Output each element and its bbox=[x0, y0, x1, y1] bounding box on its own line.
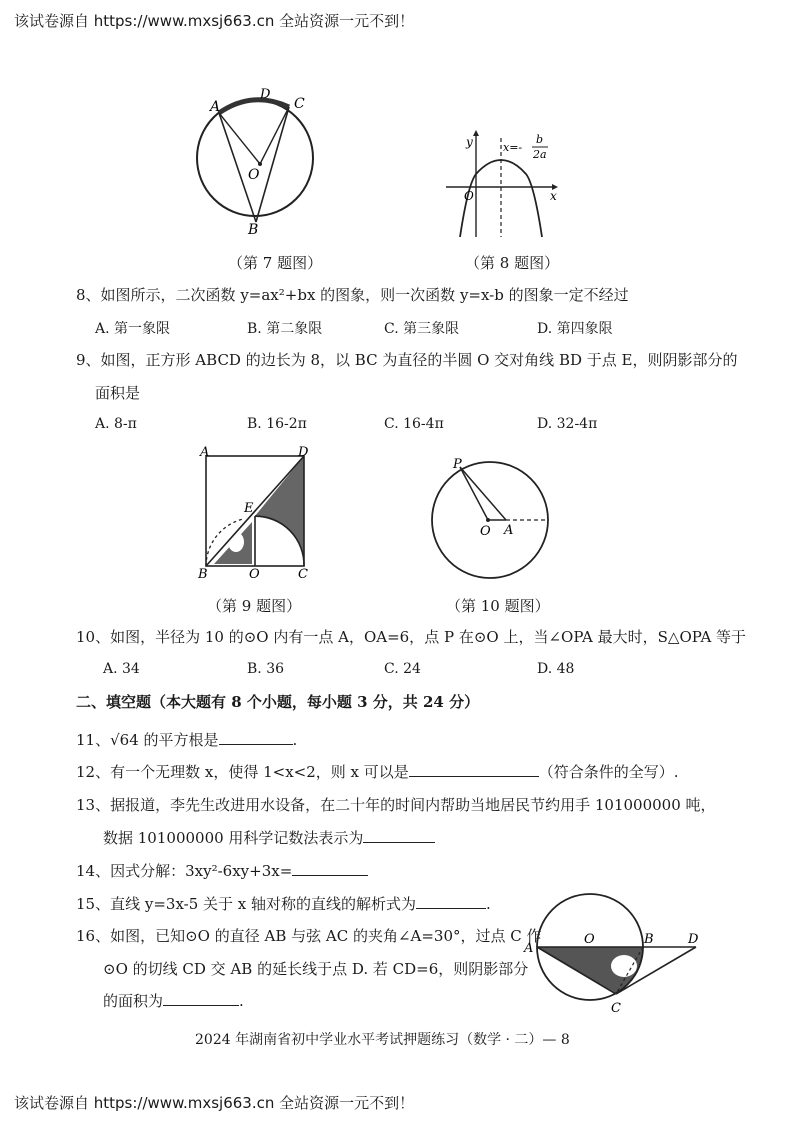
q11-text: 11、√64 的平方根是 bbox=[76, 731, 219, 749]
fig16-label-c: C bbox=[611, 1001, 621, 1016]
figure-16 bbox=[520, 890, 710, 1020]
q14-answer-blank[interactable] bbox=[292, 861, 368, 876]
question-12 bbox=[76, 762, 679, 782]
fig9-label-d: D bbox=[298, 446, 309, 460]
question-11 bbox=[76, 730, 297, 750]
q13-answer-blank[interactable] bbox=[363, 828, 435, 843]
fig9-caption: （第 9 题图） bbox=[207, 597, 302, 615]
page-footer: 2024 年湖南省初中学业水平考试押题练习（数学 · 二）— 8 bbox=[195, 1032, 570, 1048]
q16-answer-blank[interactable] bbox=[163, 991, 239, 1006]
fig7-label-b: B bbox=[248, 222, 259, 236]
q12-text: 12、有一个无理数 x，使得 1<x<2，则 x 可以是 bbox=[76, 763, 409, 781]
q14-text: 14、因式分解：3xy²-6xy+3x= bbox=[76, 862, 293, 880]
fig8-label-x: x bbox=[550, 189, 557, 203]
fig7-label-a: A bbox=[210, 99, 221, 115]
question-13-line1: 13、据报道，李先生改进用水设备，在二十年的时间内帮助当地居民节约用手 101000000 吨， bbox=[76, 796, 716, 814]
fig16-label-o: O bbox=[584, 932, 595, 947]
fig9-label-a: A bbox=[200, 446, 210, 460]
q15-answer-blank[interactable] bbox=[416, 894, 486, 909]
q10-option-b: B. 36 bbox=[247, 661, 285, 677]
source-footer: 该试卷源自 https://www.mxsj663.cn 全站资源一元不到！ bbox=[14, 1094, 415, 1112]
q8-option-a: A. 第一象限 bbox=[95, 321, 171, 337]
fig10-label-a: A bbox=[504, 523, 514, 538]
q10-option-d: D. 48 bbox=[537, 661, 575, 677]
fig16-label-d: D bbox=[688, 932, 699, 947]
question-15 bbox=[76, 894, 491, 914]
section-2-heading: 二、填空题（本大题有 8 个小题，每小题 3 分，共 24 分） bbox=[76, 693, 480, 711]
question-16-line1: 16、如图，已知⊙O 的直径 AB 与弦 AC 的夹角∠A=30°，过点 C 作 bbox=[76, 927, 542, 945]
question-14 bbox=[76, 861, 368, 881]
fig8-caption: （第 8 题图） bbox=[465, 254, 560, 272]
q9-option-c: C. 16-4π bbox=[384, 416, 444, 432]
figure-7 bbox=[190, 86, 320, 236]
figure-9 bbox=[194, 446, 324, 586]
q9-option-d: D. 32-4π bbox=[537, 416, 598, 432]
q16-end: . bbox=[239, 992, 244, 1010]
q15-end: . bbox=[486, 895, 491, 913]
fig7-caption: （第 7 题图） bbox=[228, 254, 323, 272]
q9-option-a: A. 8-π bbox=[95, 416, 137, 432]
fig9-label-e: E bbox=[244, 501, 254, 516]
fig8-label-b: b bbox=[536, 133, 544, 146]
q12-answer-blank[interactable] bbox=[409, 762, 539, 777]
fig8-label-2a: 2a bbox=[533, 148, 547, 161]
fig16-label-b: B bbox=[644, 932, 654, 947]
figure-8 bbox=[438, 124, 568, 244]
q8-option-b: B. 第二象限 bbox=[247, 321, 323, 337]
question-16-line2: ⊙O 的切线 CD 交 AB 的延长线于点 D. 若 CD=6，则阴影部分 bbox=[103, 960, 529, 978]
fig8-label-o: O bbox=[464, 189, 474, 203]
fig7-label-d: D bbox=[260, 87, 271, 102]
figure-10 bbox=[426, 454, 556, 584]
fig16-label-a: A bbox=[524, 941, 534, 956]
source-header: 该试卷源自 https://www.mxsj663.cn 全站资源一元不到！ bbox=[14, 12, 415, 30]
q8-option-c: C. 第三象限 bbox=[384, 321, 460, 337]
fig8-label-y: y bbox=[466, 135, 473, 149]
q15-text: 15、直线 y=3x-5 关于 x 轴对称的直线的解析式为 bbox=[76, 895, 417, 913]
q9-option-b: B. 16-2π bbox=[247, 416, 307, 432]
q11-answer-blank[interactable] bbox=[219, 730, 293, 745]
q8-option-d: D. 第四象限 bbox=[537, 321, 613, 337]
fig10-label-o: O bbox=[480, 524, 491, 539]
question-8: 8、如图所示，二次函数 y=ax²+bx 的图象，则一次函数 y=x-b 的图象一定不经过 bbox=[76, 286, 629, 304]
fig9-label-b: B bbox=[198, 567, 208, 582]
question-16-line3 bbox=[103, 991, 244, 1011]
fig9-label-c: C bbox=[298, 567, 308, 582]
fig10-label-p: P bbox=[453, 457, 462, 472]
fig9-label-o: O bbox=[249, 567, 260, 582]
q16-text: 的面积为 bbox=[103, 992, 164, 1010]
question-10: 10、如图，半径为 10 的⊙O 内有一点 A，OA=6，点 P 在⊙O 上，当∠OPA 最大时，S△OPA 等于 bbox=[76, 628, 747, 646]
question-9-line2: 面积是 bbox=[95, 384, 141, 402]
fig7-label-c: C bbox=[294, 96, 305, 112]
fig10-caption: （第 10 题图） bbox=[446, 597, 550, 615]
q10-option-a: A. 34 bbox=[103, 661, 140, 677]
fig7-label-o: O bbox=[248, 167, 260, 183]
question-9-line1: 9、如图，正方形 ABCD 的边长为 8，以 BC 为直径的半圆 O 交对角线 BD 于点 E，则阴影部分的 bbox=[76, 351, 738, 369]
question-13-line2 bbox=[103, 828, 435, 848]
q11-end: . bbox=[292, 731, 298, 749]
q10-option-c: C. 24 bbox=[384, 661, 421, 677]
fig8-label-axis: x=- bbox=[503, 141, 523, 154]
q13-text: 数据 101000000 用科学记数法表示为 bbox=[103, 829, 364, 847]
q12-end: （符合条件的全写）. bbox=[538, 763, 679, 781]
